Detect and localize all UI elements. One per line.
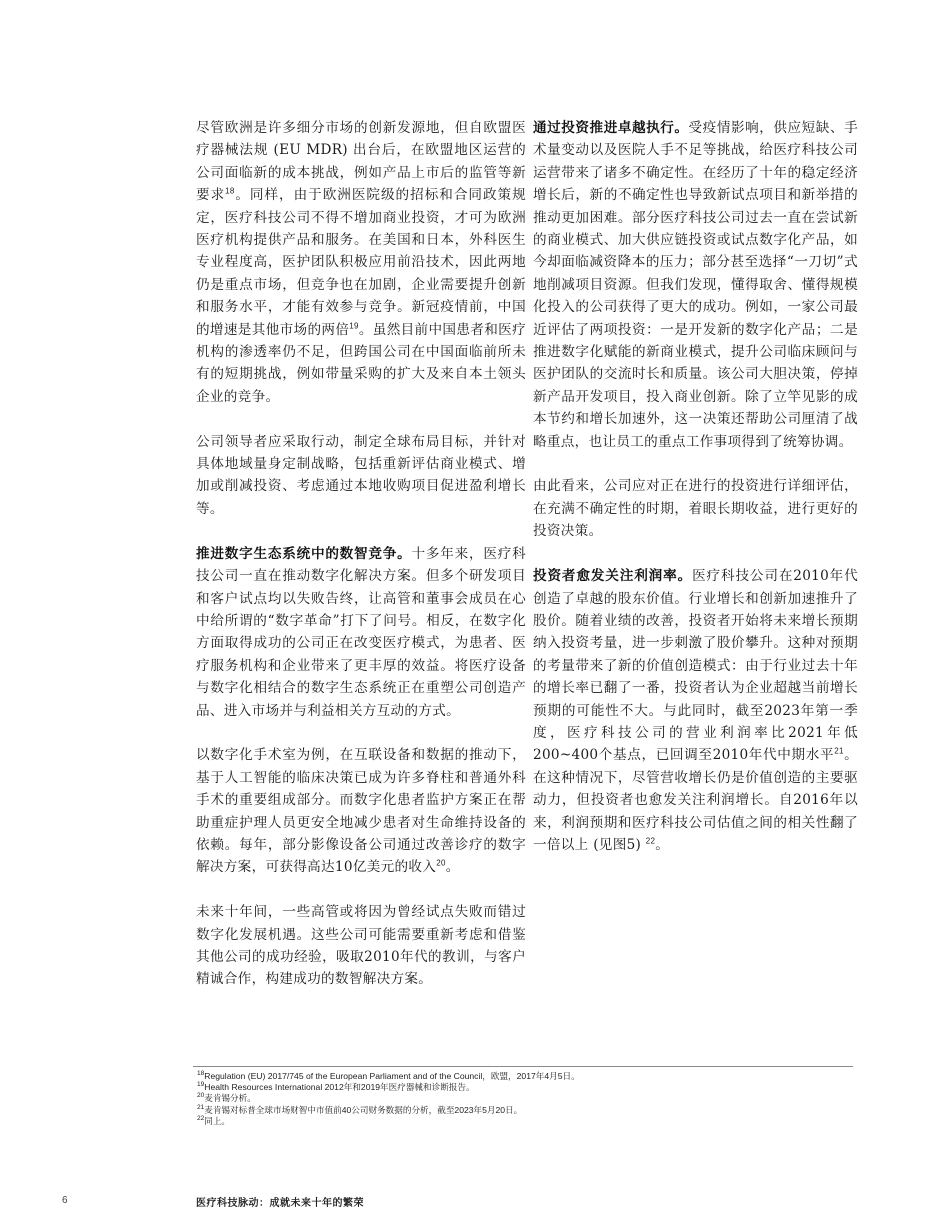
footnote-number: 22	[197, 1114, 205, 1122]
paragraph-text: 。同样，由于欧洲医院级的招标和合同政策规定，医疗科技公司不得不增加商业投资，才可为欧洲医疗机构提供产品和服务。在美国和日本，外科医生专业程度高，医护团队积极应用前沿技术，因此两地仍是重点市场，但竞争也在加剧，企业需要提升创新和服务水平，才能有效参与竞争。新冠疫情前，中国的增速是其他市场的两倍	[196, 187, 526, 338]
paragraph-europe-markets	[196, 117, 526, 408]
page-number: 6	[62, 1195, 68, 1206]
footnote-number: 21	[197, 1103, 205, 1111]
paragraph-leaders-action	[196, 431, 526, 521]
section-lead-heading: 通过投资推进卓越执行。	[533, 120, 689, 136]
footnote-ref-19[interactable]: 19	[349, 321, 359, 331]
right-column	[533, 117, 858, 879]
section-lead-heading: 投资者愈发关注利润率。	[533, 568, 693, 585]
paragraph-text: 。虽然目前中国患者和医疗机构的渗透率仍不足，但跨国公司在中国面临前所未有的短期挑战，例如带量采购的扩大及来自本土领头企业的竞争。	[196, 321, 526, 405]
footnote-text: Regulation (EU) 2017/745 of the European Parliament and of the Council，欧盟，2017年4月5日。	[204, 1071, 580, 1081]
footnote-text: 麦肯锡分析。	[204, 1093, 256, 1104]
footnote-22	[197, 1116, 857, 1127]
paragraph-investment-execution	[533, 117, 858, 453]
paragraph-text: 。	[445, 859, 460, 876]
footnote-ref-21[interactable]: 21	[834, 746, 844, 756]
paragraph-text: 公司领导者应采取行动，制定全球布局目标，并针对具体地域量身定制战略，包括重新评估商业模式、增加或削减投资、考虑通过本地收购项目促进盈利增长等。	[196, 433, 526, 517]
footnote-number: 18	[197, 1070, 205, 1078]
paragraph-text: 以数字化手术室为例，在互联设备和数据的推动下，基于人工智能的临床决策已成为许多脊柱和普通外科手术的重要组成部分。而数字化患者监护方案正在帮助重症护理人员更安全地减少患者对生命维持设备的依赖。每年，部分影像设备公司通过改善诊疗的数字解决方案，可获得高达10亿美元的收入	[196, 747, 526, 876]
paragraph-text: 。在这种情况下，尽管营收增长仍是价值创造的主要驱动力，但投资者也愈发关注利润增长。自2016年以来，利润预期和医疗科技公司估值之间的相关性翻了一倍以上 (见图5)	[533, 747, 858, 853]
paragraph-digital-ecosystem	[196, 543, 526, 722]
paragraph-text: 受疫情影响，供应短缺、手术量变动以及医院人手不足等挑战，给医疗科技公司运营带来了诸多不确定性。在经历了十年的稳定经济增长后，新的不确定性也导致新试点项目和新举措的推动更加困难。部分医疗科技公司过去一直在尝试新的商业模式、加大供应链投资或试点数字化产品，如今却面临减资降本的压力；部分甚至选择“一刀切”式地削减项目资源。但我们发现，懂得取舍、懂得规模化投入的公司获得了更大的成功。例如，一家公司最近评估了两项投资：一是开发新的数字化产品；二是推进数字化赋能的新商业模式，提升公司临床顾问与医护团队的交流时长和质量。该公司大胆决策，停掉新产品开发项目，投入商业创新。除了立竿见影的成本节约和增长加速外，这一决策还帮助公司厘清了战略重点，也让员工的重点工作事项得到了统筹协调。	[533, 120, 858, 450]
paragraph-text: 未来十年间，一些高管或将因为曾经试点失败而错过数字化发展机遇。这些公司可能需要重新考虑和借鉴其他公司的成功经验，吸取2010年代的教训，与客户精诚合作，构建成功的数智解决方案。	[196, 904, 526, 988]
running-title: 医疗科技脉动：成就未来十年的繁荣	[196, 1198, 364, 1209]
footnote-text: 同上。	[204, 1115, 231, 1126]
footnote-divider	[193, 1066, 853, 1067]
footnote-text: Health Resources International 2012年和2019年医疗器械和诊断报告。	[204, 1082, 475, 1093]
left-column	[196, 117, 526, 1013]
section-lead-heading: 推进数字生态系统中的数智竞争。	[196, 545, 412, 562]
footnote-ref-22[interactable]: 22	[645, 836, 656, 846]
footnote-ref-20[interactable]: 20	[436, 858, 446, 868]
footnote-21	[197, 1105, 857, 1116]
paragraph-text: 十多年来，医疗科技公司一直在推动数字化解决方案。但多个研发项目和客户试点均以失败告终，让高管和董事会成员在心中给所谓的“数字革命”打下了问号。相反，在数字化方面取得成功的公司正在改变医疗模式，为患者、医疗服务机构和企业带来了更丰厚的效益。将医疗设备与数字化相结合的数字生态系统正在重塑公司创造产品、进入市场并与利益相关方互动的方式。	[196, 545, 527, 719]
footnote-19	[197, 1082, 857, 1093]
paragraph-investor-margins	[533, 565, 858, 856]
footnotes	[197, 1071, 857, 1127]
paragraph-text: 由此看来，公司应对正在进行的投资进行详细评估，在充满不确定性的时期，着眼长期收益，进行更好的投资决策。	[533, 478, 858, 540]
footnote-ref-18[interactable]: 18	[225, 186, 235, 196]
paragraph-text: 医疗科技公司在2010年代创造了卓越的股东价值。行业增长和创新加速推升了股价。随着业绩的改善，投资者开始将未来增长预期纳入投资考量，进一步刺激了股价攀升。这种对预期的考量带来了新的价值创造模式：由于行业过去十年的增长率已翻了一番，投资者认为企业超越当前增长预期的可能性不大。与此同时，截至2023年第一季度，医疗科技公司的营业利润率比2021年低200~400个基点，已回调至2010年代中期水平	[533, 568, 858, 764]
paragraph-digital-or	[196, 744, 526, 878]
footnote-18	[197, 1071, 857, 1082]
paragraph-investment-evaluation	[533, 475, 858, 542]
footnote-20	[197, 1093, 857, 1104]
footnote-text: 麦肯锡对标普全球市场财智中市值前40公司财务数据的分析，截至2023年5月20日。	[204, 1104, 523, 1115]
paragraph-text: 。	[655, 836, 670, 853]
footnote-number: 20	[197, 1092, 205, 1100]
paragraph-next-decade	[196, 901, 526, 991]
paragraph-text: 尽管欧洲是许多细分市场的创新发源地，但自欧盟医疗器械法规 (EU MDR) 出台后，在欧盟地区运营的公司面临新的成本挑战，例如产品上市后的监管等新要求	[196, 120, 526, 204]
footnote-number: 19	[197, 1081, 205, 1089]
